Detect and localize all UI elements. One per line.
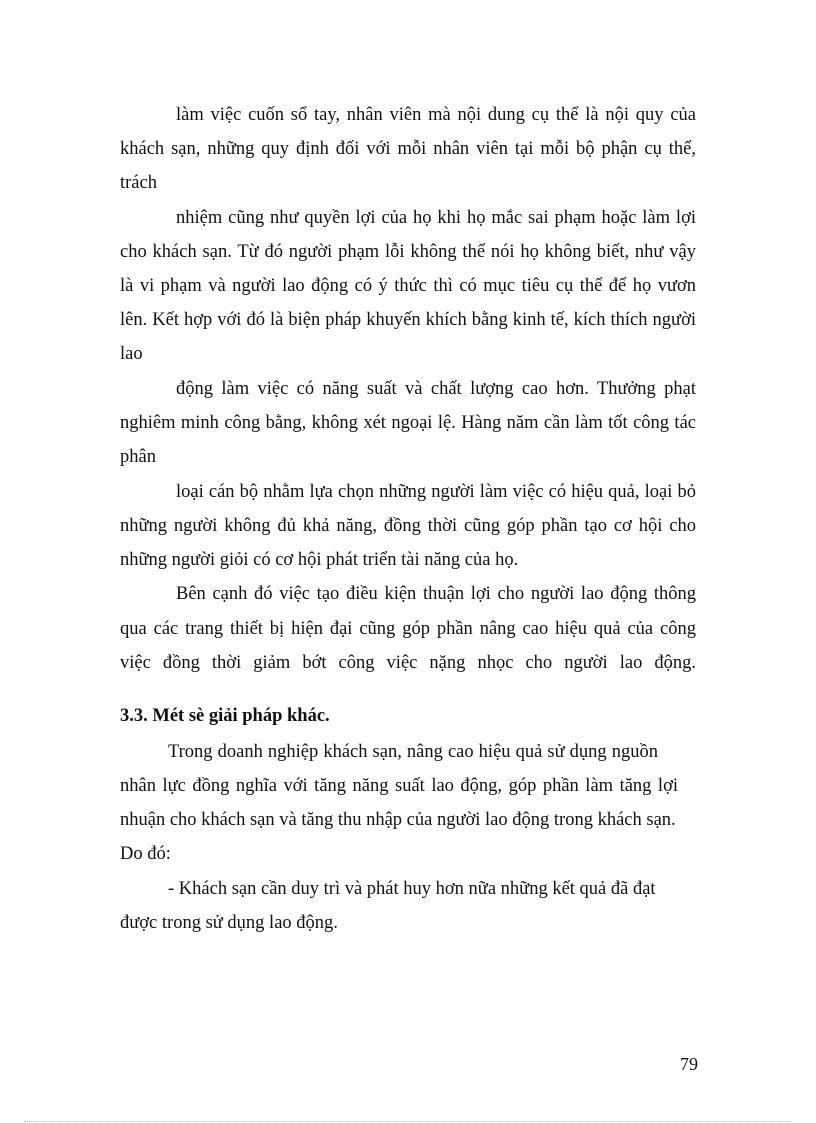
body-line: là vi phạm và người lao động có ý thức thì có mục tiêu cụ thể để họ vươn (120, 276, 696, 296)
body-line: nhuận cho khách sạn và tăng thu nhập của người lao động trong khách sạn. (120, 810, 676, 830)
page-number: 79 (680, 1054, 698, 1074)
body-line: làm việc cuốn sổ tay, nhân viên mà nội dung cụ thể là nội quy của (176, 105, 696, 125)
body-line: Bên cạnh đó việc tạo điều kiện thuận lợi cho người lao động thông (176, 584, 696, 604)
body-line: - Khách sạn cần duy trì và phát huy hơn nữa những kết quả đã đạt (168, 879, 656, 899)
body-line: việc đồng thời giảm bớt công việc nặng nhọc cho người lao động. (120, 653, 696, 673)
body-line: lao (120, 344, 143, 364)
body-line: những người không đủ khả năng, đồng thời cũng góp phần tạo cơ hội cho (120, 516, 696, 536)
body-line: qua các trang thiết bị hiện đại cũng góp phần nâng cao hiệu quả của công (120, 619, 696, 639)
body-line: nhiệm cũng như quyền lợi của họ khi họ mắc sai phạm hoặc làm lợi (176, 208, 696, 228)
page-bottom-divider (24, 1121, 792, 1122)
body-line: những người giỏi có cơ hội phát triển tài năng của họ. (120, 550, 519, 570)
body-line: động làm việc có năng suất và chất lượng cao hơn. Thưởng phạt (176, 379, 696, 399)
body-line: cho khách sạn. Từ đó người phạm lỗi không thể nói họ không biết, như vậy (120, 242, 696, 262)
body-line: phân (120, 447, 156, 467)
body-line: nghiêm minh công bằng, không xét ngoại lệ. Hàng năm cần làm tốt công tác (120, 413, 696, 433)
body-line: Trong doanh nghiệp khách sạn, nâng cao hiệu quả sử dụng nguồn (168, 742, 658, 762)
section-heading: 3.3. Mét sè giải pháp khác. (120, 706, 330, 726)
body-line: nhân lực đồng nghĩa với tăng năng suất lao động, góp phần làm tăng lợi (120, 776, 678, 796)
body-line: Do đó: (120, 844, 171, 864)
body-line: trách (120, 173, 157, 193)
body-line: được trong sử dụng lao động. (120, 913, 338, 933)
body-line: khách sạn, những quy định đối với mỗi nhân viên tại mỗi bộ phận cụ thể, (120, 139, 696, 159)
body-line: lên. Kết hợp với đó là biện pháp khuyến khích bằng kinh tế, kích thích người (120, 310, 696, 330)
body-line: loại cán bộ nhằm lựa chọn những người làm việc có hiệu quả, loại bỏ (176, 482, 696, 502)
